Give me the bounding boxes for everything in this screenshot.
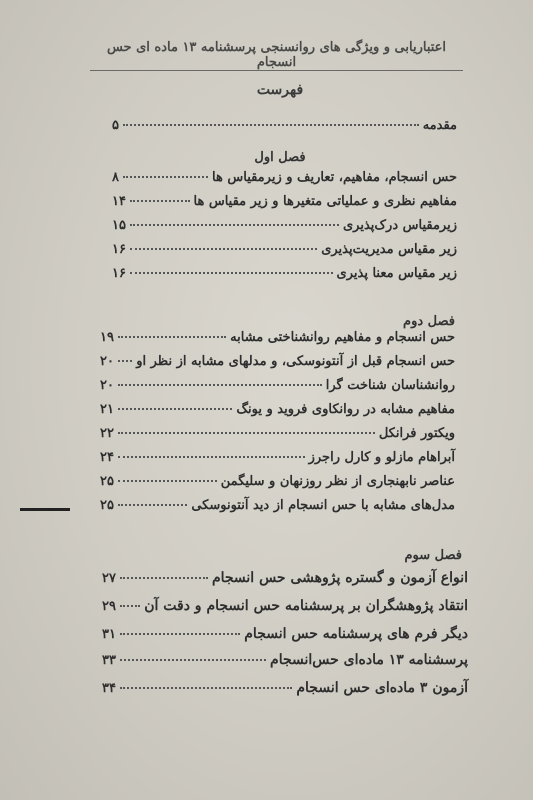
toc-entry-page: ۱۹ [100, 330, 114, 345]
toc-entry-title: آبراهام مازلو و کارل راجرز [308, 450, 455, 465]
toc-entry-page: ۱۶ [112, 266, 126, 281]
dot-leader [120, 633, 240, 635]
toc-entry-page: ۳۳ [102, 653, 116, 668]
toc-entry-title: روانشناسان شناخت گرا [325, 378, 455, 393]
toc-entry-title: مقدمه [422, 118, 457, 133]
toc-entry-title: زیر مقیاس مدیریت‌پذیری [321, 242, 457, 257]
toc-entry [112, 218, 457, 240]
toc-entry-page: ۸ [112, 170, 119, 185]
handwritten-note [20, 515, 80, 775]
toc-entry-page: ۵ [112, 118, 119, 133]
dot-leader [123, 176, 208, 178]
dot-leader [130, 200, 190, 202]
toc-entry-title: زیر مقیاس معنا پذیری [336, 266, 457, 281]
toc-entry [100, 450, 455, 472]
chapter-heading-1: فصل اول [254, 150, 306, 165]
toc-entry [100, 402, 455, 424]
dot-leader [130, 224, 339, 226]
toc-entry-title: ویکتور فرانکل [378, 426, 455, 441]
toc-entry-title: حس انسجام، مفاهیم، تعاریف و زیرمقیاس ها [212, 170, 457, 185]
toc-entry-title: حس انسجام و مفاهیم روانشناختی مشابه [230, 330, 455, 345]
toc-entry-title: آزمون ۳ ماده‌ای حس انسجام [296, 680, 468, 696]
dot-leader [123, 124, 419, 126]
dot-leader [118, 384, 322, 386]
toc-entry-page: ۳۴ [102, 681, 116, 696]
toc-entry [100, 378, 455, 400]
toc-entry-title: مدل‌های مشابه با حس انسجام از دید آنتونوسکی [191, 498, 455, 513]
dot-leader [120, 577, 208, 579]
toc-entry [112, 194, 457, 216]
toc-entry-page: ۲۴ [100, 450, 114, 465]
dot-leader [118, 432, 375, 434]
toc-entry-page: ۱۴ [112, 194, 126, 209]
toc-entry [102, 680, 468, 702]
running-head: اعتباریابی و ویژگی های روانسنجی پرسشنامه ۱۳ ماده ای حس انسجام [106, 40, 447, 70]
toc-entry-title: پرسشنامه ۱۳ ماده‌ای حس‌انسجام [270, 652, 468, 668]
toc-entry-page: ۱۶ [112, 242, 126, 257]
dot-leader [120, 687, 292, 689]
dot-leader [118, 480, 217, 482]
toc-entry-page: ۲۵ [100, 474, 114, 489]
toc-entry-page: ۲۵ [100, 498, 114, 513]
toc-entry-page: ۲۰ [100, 378, 114, 393]
dot-leader [130, 248, 317, 250]
toc-entry [100, 498, 455, 520]
dot-leader [130, 272, 333, 274]
toc-entry-page: ۲۲ [100, 426, 114, 441]
toc-entry-title: مفاهیم نظری و عملیاتی متغیرها و زیر مقیاس ها [193, 194, 457, 209]
toc-entry [102, 570, 468, 592]
toc-entry [112, 242, 457, 264]
toc-entry [100, 426, 455, 448]
toc-entry [112, 266, 457, 288]
toc-title: فهرست [256, 82, 304, 98]
toc-entry-intro [112, 118, 457, 140]
margin-line [20, 508, 70, 511]
dot-leader [118, 336, 226, 338]
toc-entry [102, 626, 468, 648]
dot-leader [118, 504, 187, 506]
toc-entry [100, 474, 455, 496]
toc-entry [102, 652, 468, 674]
toc-entry [100, 330, 455, 352]
toc-entry-page: ۲۹ [102, 599, 116, 614]
toc-entry-page: ۲۱ [100, 402, 114, 417]
chapter-heading-2: فصل دوم [403, 314, 455, 329]
toc-entry-title: زیرمقیاس درک‌پذیری [343, 218, 457, 233]
dot-leader [120, 659, 266, 661]
toc-entry [100, 354, 455, 376]
toc-entry-page: ۱۵ [112, 218, 126, 233]
dot-leader [118, 360, 132, 362]
toc-entry-page: ۲۷ [102, 571, 116, 586]
toc-entry-page: ۳۱ [102, 627, 116, 642]
toc-entry-title: عناصر نابهنجاری از نظر روزنهان و سلیگمن [220, 474, 455, 489]
chapter-heading-3: فصل سوم [404, 548, 462, 563]
toc-entry [102, 598, 468, 620]
dot-leader [120, 605, 140, 607]
toc-entry [112, 170, 457, 192]
header-rule [90, 70, 463, 71]
toc-entry-title: دیگر فرم های پرسشنامه حس انسجام [244, 626, 468, 642]
dot-leader [118, 408, 232, 410]
dot-leader [118, 456, 305, 458]
toc-entry-title: انتقاد پژوهشگران بر پرسشنامه حس انسجام و دقت آن [144, 598, 468, 614]
toc-entry-page: ۲۰ [100, 354, 114, 369]
toc-entry-title: انواع آزمون و گستره پژوهشی حس انسجام [211, 570, 468, 586]
toc-entry-title: حس انسجام قبل از آنتونوسکی، و مدلهای مشابه از نظر او [136, 354, 455, 369]
toc-entry-title: مفاهیم مشابه در روانکاوی فروید و یونگ [236, 402, 455, 417]
